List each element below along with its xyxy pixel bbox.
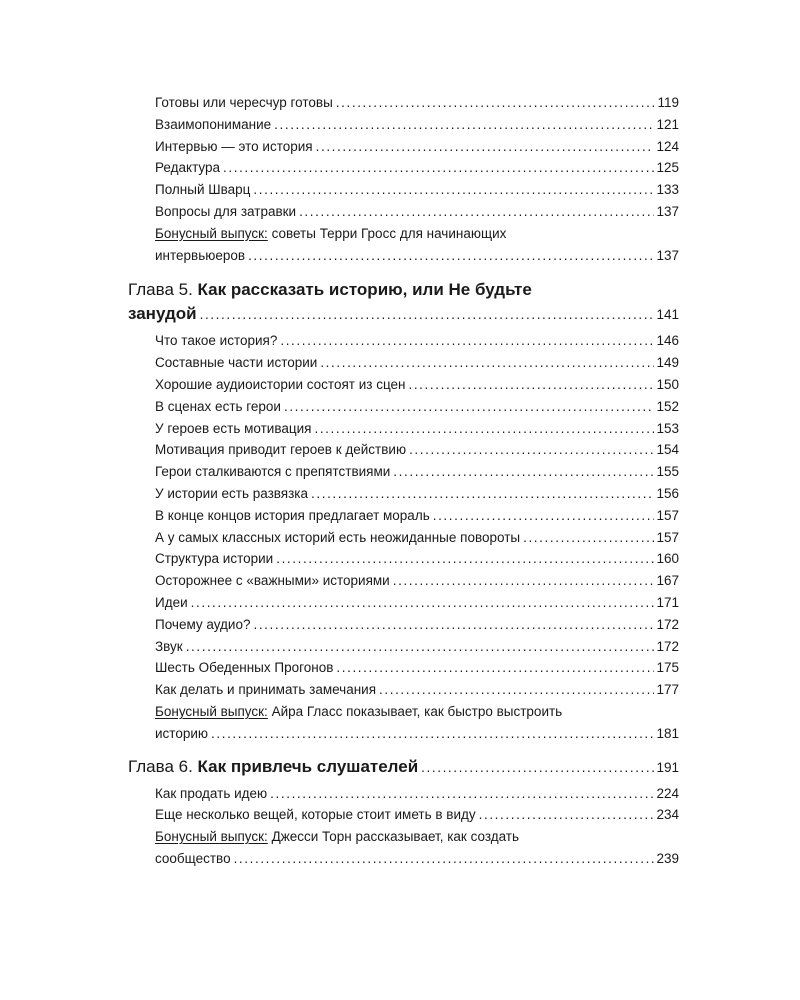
chapter-page: 191 — [656, 759, 679, 775]
toc-entry — [155, 92, 679, 114]
leader-dots — [276, 548, 654, 570]
entry-title: В сценах есть герои — [155, 398, 281, 414]
entry-page: 157 — [656, 529, 679, 545]
leader-dots — [200, 303, 655, 327]
section-list — [0, 330, 800, 701]
entry-title: Структура истории — [155, 551, 274, 567]
chapter-heading — [128, 755, 679, 779]
entry-page: 146 — [656, 333, 679, 349]
chapter-title: Как рассказать историю, или Не будьте — [197, 280, 532, 300]
leader-dots — [284, 396, 654, 418]
entry-title: сообщество — [155, 850, 231, 866]
toc-entry — [155, 570, 679, 592]
entry-title: Осторожнее с «важными» историями — [155, 573, 390, 589]
leader-dots — [433, 505, 655, 527]
entry-title: Идеи — [155, 594, 188, 610]
toc-entry — [155, 848, 679, 870]
toc-entry — [155, 804, 679, 826]
entry-title: Готовы или чересчур готовы — [155, 95, 333, 110]
leader-dots — [299, 201, 654, 223]
leader-dots — [316, 136, 655, 158]
toc-entry — [155, 352, 679, 374]
entry-title: А у самых классных историй есть неожиданные повороты — [155, 529, 521, 545]
leader-dots — [223, 157, 654, 179]
chapter-page: 141 — [656, 307, 679, 323]
leader-dots — [311, 483, 654, 505]
leader-dots — [408, 374, 654, 396]
entry-page: 150 — [656, 376, 679, 392]
entry-page: 160 — [656, 551, 679, 567]
entry-title: Шесть Обеденных Прогонов — [155, 660, 334, 676]
entry-page: 155 — [656, 464, 679, 480]
leader-dots — [234, 848, 655, 870]
toc-entry — [155, 245, 679, 267]
toc-entry — [155, 614, 679, 636]
entry-page: 172 — [656, 638, 679, 654]
entry-page: 137 — [656, 203, 679, 219]
toc-entry — [155, 679, 679, 701]
entry-page: 133 — [656, 182, 679, 198]
toc-entry — [155, 636, 679, 658]
entry-page: 167 — [656, 573, 679, 589]
entry-page: 153 — [656, 420, 679, 436]
entry-page: 124 — [656, 138, 679, 154]
toc-entry — [155, 330, 679, 352]
entry-title: Редактура — [155, 160, 221, 176]
chapter-heading — [128, 278, 679, 326]
toc-entry — [155, 548, 679, 570]
leader-dots — [253, 614, 654, 636]
entry-page: 157 — [656, 507, 679, 523]
entry-page: 177 — [656, 682, 679, 698]
toc-entry — [155, 114, 679, 136]
entry-page: 149 — [656, 355, 679, 371]
leader-dots — [320, 352, 654, 374]
entry-title: У героев есть мотивация — [155, 420, 312, 436]
entry-title: Взаимопонимание — [155, 116, 272, 132]
entry-title: Как делать и принимать замечания — [155, 682, 377, 698]
entry-title: Полный Шварц — [155, 182, 251, 198]
toc-entry — [155, 657, 679, 679]
leader-dots — [393, 461, 654, 483]
toc-entry — [155, 374, 679, 396]
bonus-text: Айра Гласс показывает, как быстро выстроить — [267, 703, 563, 719]
bonus-text: Джесси Торн рассказывает, как создать — [267, 829, 520, 845]
entry-title: интервьюеров — [155, 247, 246, 263]
leader-dots — [379, 679, 654, 701]
leader-dots — [336, 657, 654, 679]
leader-dots — [393, 570, 655, 592]
entry-title: Хорошие аудиоистории состоят из сцен — [155, 376, 406, 392]
toc-entry — [155, 723, 679, 745]
toc-entry — [155, 592, 679, 614]
toc-entry — [155, 505, 679, 527]
entry-page: 137 — [656, 247, 679, 263]
leader-dots — [191, 592, 655, 614]
leader-dots — [253, 179, 654, 201]
chapter-title: Как привлечь слушателей — [197, 756, 419, 776]
entry-page: 224 — [656, 785, 679, 801]
bonus-entry — [155, 223, 800, 245]
leader-dots — [479, 804, 655, 826]
chapter-prefix: Глава 5. — [128, 280, 198, 300]
toc-entry — [155, 201, 679, 223]
entry-title: историю — [155, 725, 209, 741]
toc-entry — [155, 157, 679, 179]
entry-title: Что такое история? — [155, 333, 278, 349]
entry-page: 125 — [656, 160, 679, 176]
leader-dots — [280, 330, 654, 352]
leader-dots — [186, 636, 655, 658]
toc-entry — [155, 439, 679, 461]
leader-dots — [409, 439, 654, 461]
entry-title: В конце концов история предлагает мораль — [155, 507, 430, 523]
entry-page: 121 — [656, 116, 679, 132]
leader-dots — [274, 114, 654, 136]
entry-title: Интервью — это история — [155, 138, 313, 154]
toc-entry — [155, 527, 679, 549]
toc-entry — [155, 179, 679, 201]
entry-page: 152 — [656, 398, 679, 414]
toc-entry — [155, 461, 679, 483]
leader-dots — [523, 527, 654, 549]
chapter-prefix: Глава 6. — [128, 756, 198, 776]
bonus-tag: Бонусный выпуск: — [155, 829, 268, 845]
entry-page: 239 — [656, 850, 679, 866]
entry-title: Вопросы для затравки — [155, 203, 297, 219]
toc-entry — [155, 418, 679, 440]
entry-title: Как продать идею — [155, 785, 268, 801]
leader-dots — [421, 756, 654, 780]
entry-title: Герои сталкиваются с препятствиями — [155, 464, 391, 480]
toc-entry — [155, 396, 679, 418]
section-list — [0, 92, 800, 223]
bonus-text: советы Терри Гросс для начинающих — [267, 225, 507, 241]
entry-title: Еще несколько вещей, которые стоит иметь в виду — [155, 807, 476, 823]
entry-page: 156 — [656, 485, 679, 501]
toc-entry — [155, 136, 679, 158]
leader-dots — [336, 92, 656, 114]
bonus-tag: Бонусный выпуск: — [155, 703, 268, 719]
bonus-tag: Бонусный выпуск: — [155, 225, 268, 241]
leader-dots — [248, 245, 654, 267]
entry-page: 181 — [656, 725, 679, 741]
table-of-contents — [0, 92, 800, 870]
section-list — [0, 783, 800, 827]
toc-entry — [155, 783, 679, 805]
chapter-title-cont: занудой — [128, 304, 197, 324]
leader-dots — [314, 418, 654, 440]
entry-page: 175 — [656, 660, 679, 676]
entry-page: 171 — [656, 594, 679, 610]
entry-title: Почему аудио? — [155, 616, 251, 632]
entry-title: Составные части истории — [155, 355, 318, 371]
entry-title: Мотивация приводит героев к действию — [155, 442, 407, 458]
leader-dots — [211, 723, 654, 745]
entry-page: 234 — [656, 807, 679, 823]
entry-page: 119 — [657, 95, 679, 110]
entry-page: 154 — [656, 442, 679, 458]
toc-entry — [155, 483, 679, 505]
entry-page: 172 — [656, 616, 679, 632]
leader-dots — [270, 783, 654, 805]
bonus-entry — [155, 826, 800, 848]
entry-title: У истории есть развязка — [155, 485, 309, 501]
entry-title: Звук — [155, 638, 183, 654]
bonus-entry — [155, 701, 800, 723]
